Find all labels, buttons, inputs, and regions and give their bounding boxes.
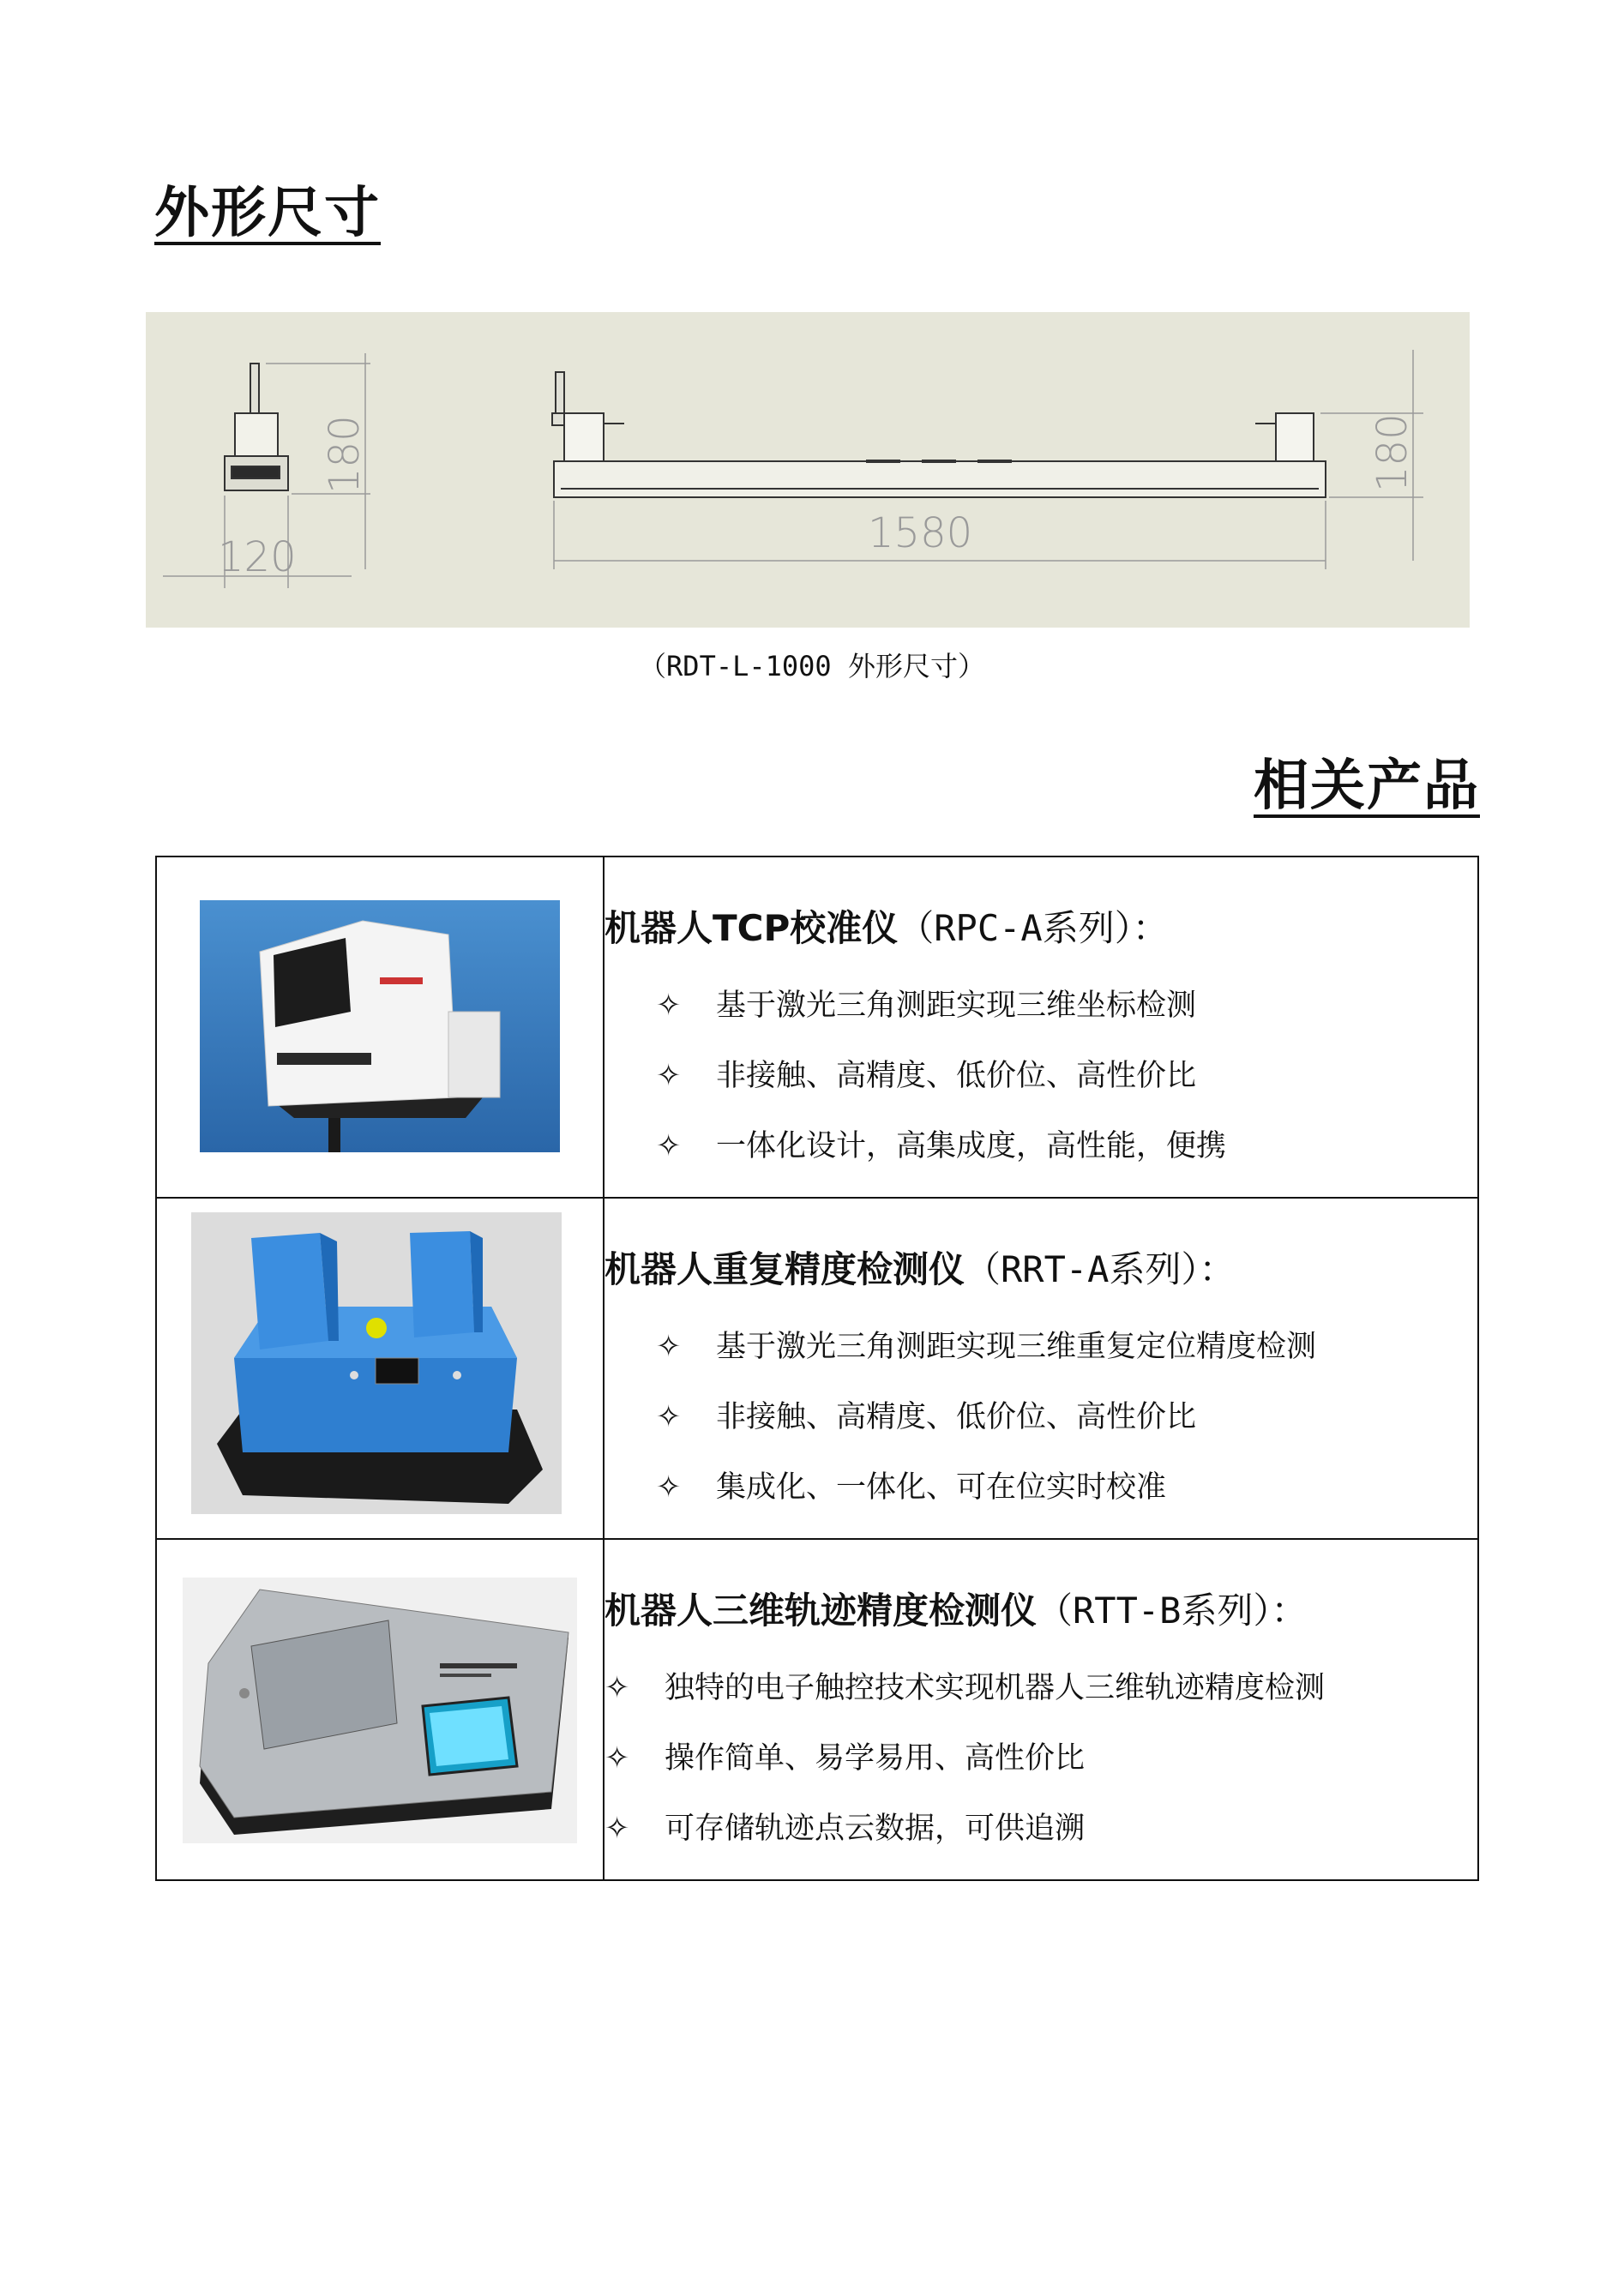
product-series: （RTT-B系列）：: [1037, 1590, 1308, 1632]
feature-list: [604, 1312, 1477, 1523]
drawing-caption: （RDT-L-1000 外形尺寸）: [639, 650, 985, 682]
product-series: （RRT-A系列）：: [965, 1248, 1236, 1290]
product-image-cell: [156, 856, 604, 1198]
star-bullet-icon: ✧: [656, 989, 682, 1023]
product-info-cell: [604, 1198, 1478, 1539]
section-title-dimensions: 外形尺寸: [154, 182, 381, 245]
star-bullet-icon: ✧: [604, 1671, 630, 1705]
dim-side-height: 180: [321, 415, 369, 494]
star-bullet-icon: ✧: [656, 1129, 682, 1163]
product-series: （RPC-A系列）：: [898, 907, 1169, 949]
product-image-cell: [156, 1539, 604, 1880]
star-bullet-icon: ✧: [604, 1812, 630, 1846]
product-info-cell: [604, 856, 1478, 1198]
feature-item: [604, 1653, 1477, 1723]
feature-text: 基于激光三角测距实现三维坐标检测: [716, 989, 1197, 1023]
dim-side-width: 120: [218, 533, 297, 581]
star-bullet-icon: ✧: [604, 1741, 630, 1776]
section-title-related-products: 相关产品: [1254, 754, 1480, 818]
feature-text: 操作简单、易学易用、高性价比: [665, 1741, 1086, 1776]
feature-item: [604, 1452, 1477, 1523]
feature-item: [604, 1382, 1477, 1452]
star-bullet-icon: ✧: [656, 1470, 682, 1505]
feature-list: [604, 971, 1477, 1181]
feature-item: [604, 1794, 1477, 1864]
dim-front-length: 1580: [868, 509, 973, 557]
feature-text: 一体化设计，高集成度，高性能，便携: [716, 1129, 1227, 1163]
repeatability-tester-photo: [191, 1212, 562, 1514]
product-title: [604, 900, 1477, 952]
product-name: 机器人三维轨迹精度检测仪: [604, 1590, 1038, 1632]
trajectory-tester-render: [183, 1578, 577, 1843]
product-name: 机器人TCP校准仪: [604, 907, 899, 949]
feature-text: 基于激光三角测距实现三维重复定位精度检测: [716, 1330, 1317, 1364]
product-info-cell: [604, 1539, 1478, 1880]
feature-item: [604, 1041, 1477, 1111]
feature-item: [604, 971, 1477, 1041]
dim-front-height: 180: [1368, 413, 1416, 492]
feature-item: [604, 1723, 1477, 1794]
feature-text: 可存储轨迹点云数据，可供追溯: [665, 1812, 1086, 1846]
product-title: [604, 1583, 1477, 1634]
product-title: [604, 1241, 1477, 1293]
side-view: [225, 364, 288, 490]
feature-list: [604, 1653, 1477, 1864]
product-image-cell: [156, 1198, 604, 1539]
tcp-calibrator-photo: [200, 900, 560, 1152]
star-bullet-icon: ✧: [656, 1330, 682, 1364]
feature-text: 集成化、一体化、可在位实时校准: [716, 1470, 1167, 1505]
feature-item: [604, 1111, 1477, 1181]
star-bullet-icon: ✧: [656, 1059, 682, 1093]
product-row: [156, 1539, 1478, 1880]
front-view: [552, 372, 1326, 497]
feature-text: 独特的电子触控技术实现机器人三维轨迹精度检测: [665, 1671, 1326, 1705]
product-name: 机器人重复精度检测仪: [604, 1248, 965, 1290]
product-row: [156, 1198, 1478, 1539]
feature-text: 非接触、高精度、低价位、高性价比: [716, 1059, 1197, 1093]
star-bullet-icon: ✧: [656, 1400, 682, 1434]
feature-text: 非接触、高精度、低价位、高性价比: [716, 1400, 1197, 1434]
feature-item: [604, 1312, 1477, 1382]
dimension-drawing: [146, 312, 1470, 628]
related-products-table: [155, 856, 1479, 1881]
product-row: [156, 856, 1478, 1198]
